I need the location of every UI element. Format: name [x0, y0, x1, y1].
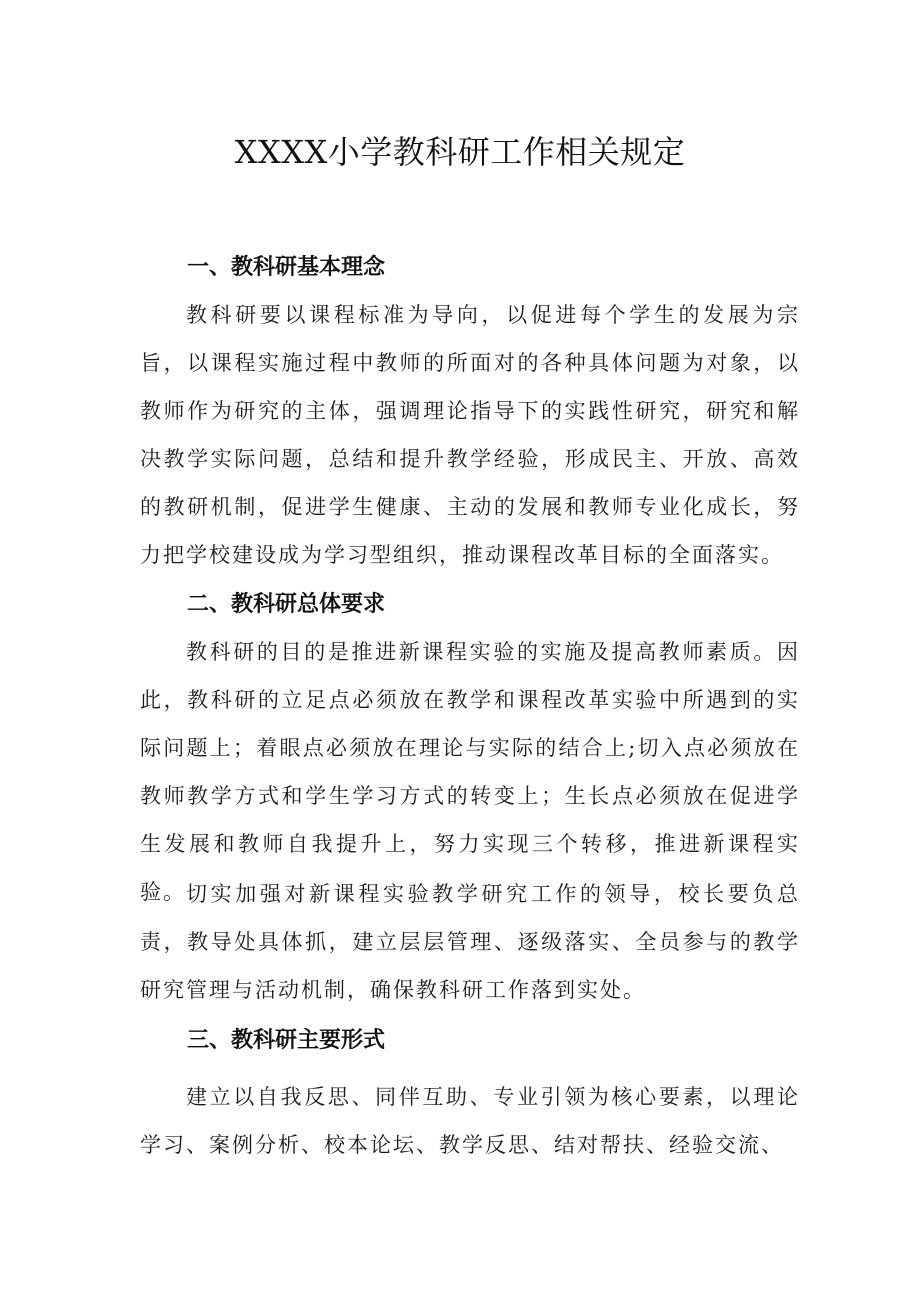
section-heading-3: 三、教科研主要形式	[187, 1028, 386, 1053]
section-heading-1: 一、教科研基本理念	[187, 255, 386, 280]
section-heading-2: 二、教科研总体要求	[187, 592, 386, 617]
section-3-paragraph-1: 建立以自我反思、同伴互助、专业引领为核心要素，以理论学习、案例分析、校本论坛、教学反思、结对帮扶、经验交流、	[140, 1085, 800, 1157]
section-2-paragraph-2: 切实加强对新课程实验教学研究工作的领导，校长要负总责，教导处具体抓，建立层层管理、逐级落实、全员参与的教学研究管理与活动机制，确保教科研工作落到实处。	[140, 882, 800, 1002]
section-2-paragraph-1: 教科研的目的是推进新课程实验的实施及提高教师素质。因此，教科研的立足点必须放在教学和课程改革实验中所遇到的实际问题上；着眼点必须放在理论与实际的结合上;切入点必须放在教师教学方式和学生学习方式的转变上；生长点必须放在促进学生发展和教师自我提升上，努力实现三个转移，推进新课程实验。	[140, 640, 800, 904]
section-1-paragraph-1: 教科研要以课程标准为导向，以促进每个学生的发展为宗旨，以课程实施过程中教师的所面对的各种具体问题为对象，以教师作为研究的主体，强调理论指导下的实践性研究，研究和解决教学实际问题，总结和提升教学经验，形成民主、开放、高效的教研机制，促进学生健康、主动的发展和教师专业化成长，努力把学校建设成为学习型组织，推动课程改革目标的全面落实。	[140, 303, 800, 567]
document-title: XXXX小学教科研工作相关规定	[234, 133, 686, 171]
